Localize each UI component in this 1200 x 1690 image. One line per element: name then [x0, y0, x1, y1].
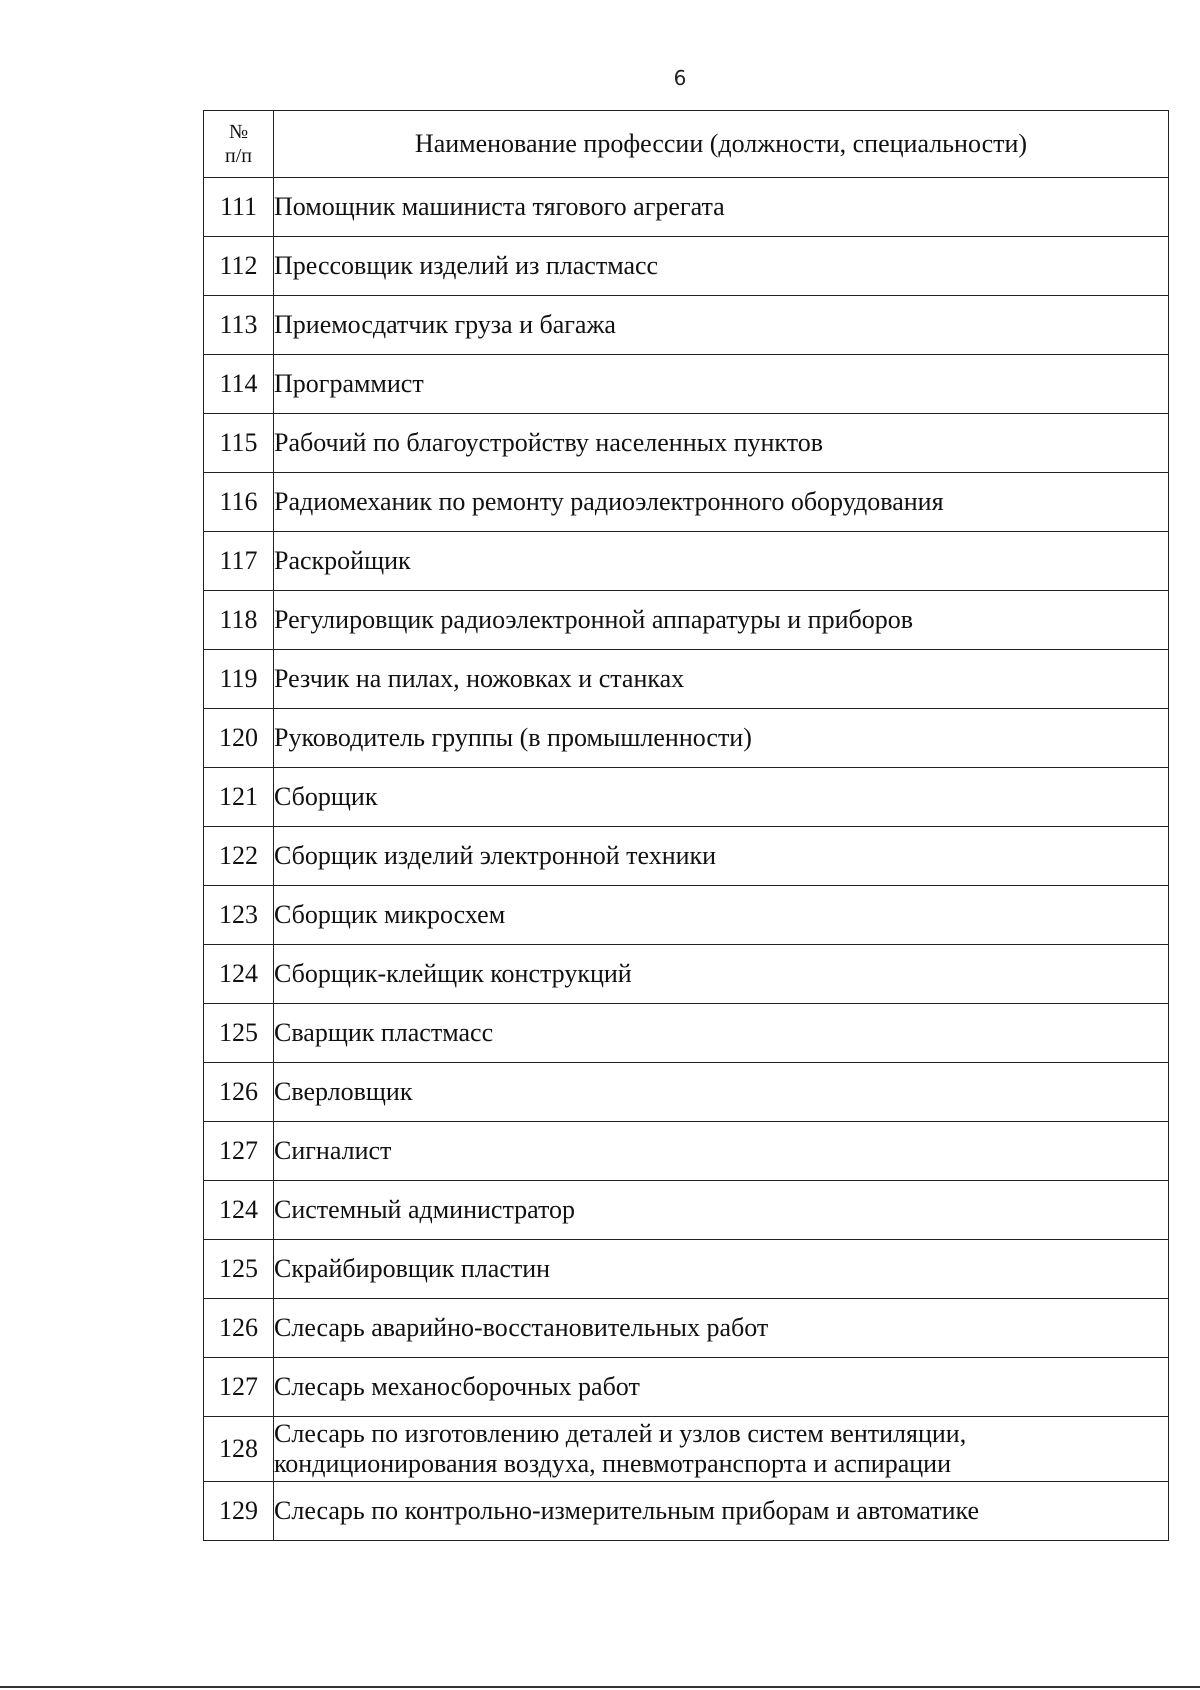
- table-row: [204, 709, 1169, 768]
- profession-name-line: Скрайбировщик пластин: [274, 1254, 551, 1283]
- row-profession-name: [274, 237, 1169, 296]
- row-profession-name: [274, 1417, 1169, 1482]
- row-profession-name: [274, 178, 1169, 237]
- table-row: [204, 1181, 1169, 1240]
- row-profession-name: [274, 591, 1169, 650]
- row-number: 115: [204, 414, 274, 473]
- row-profession-name: [274, 650, 1169, 709]
- row-number: 129: [204, 1482, 274, 1541]
- profession-name-line: Прессовщик изделий из пластмасс: [274, 251, 659, 280]
- professions-table: [203, 110, 1169, 1541]
- row-profession-name: [274, 1482, 1169, 1541]
- table-row: [204, 532, 1169, 591]
- row-profession-name: [274, 1299, 1169, 1358]
- row-number: 114: [204, 355, 274, 414]
- row-number: 127: [204, 1122, 274, 1181]
- profession-name-line: Сварщик пластмасс: [274, 1018, 494, 1047]
- table-row: [204, 1417, 1169, 1482]
- table-row: [204, 1063, 1169, 1122]
- row-profession-name: [274, 1122, 1169, 1181]
- row-number: 116: [204, 473, 274, 532]
- row-number: 111: [204, 178, 274, 237]
- profession-name-line: Раскройщик: [274, 546, 411, 575]
- table-row: [204, 178, 1169, 237]
- row-profession-name: [274, 886, 1169, 945]
- profession-name-line: Руководитель группы (в промышленности): [274, 723, 752, 752]
- table-row: [204, 1358, 1169, 1417]
- profession-name-line: Приемосдатчик груза и багажа: [274, 310, 616, 339]
- table-row: [204, 650, 1169, 709]
- row-profession-name: [274, 1181, 1169, 1240]
- table-row: [204, 768, 1169, 827]
- table-row: [204, 591, 1169, 650]
- profession-name-line: Помощник машиниста тягового агрегата: [274, 192, 725, 221]
- row-profession-name: [274, 768, 1169, 827]
- table-body: [204, 178, 1169, 1541]
- table-row: [204, 1482, 1169, 1541]
- row-number: 119: [204, 650, 274, 709]
- profession-name-line: Сигналист: [274, 1136, 392, 1165]
- row-number: 126: [204, 1299, 274, 1358]
- row-profession-name: [274, 1004, 1169, 1063]
- profession-name-line: Резчик на пилах, ножовках и станках: [274, 664, 685, 693]
- table-header-row: [204, 111, 1169, 178]
- row-number: 124: [204, 1181, 274, 1240]
- row-number: 125: [204, 1004, 274, 1063]
- profession-name-line: Сверловщик: [274, 1077, 413, 1106]
- profession-name-line: Слесарь аварийно-восстановительных работ: [274, 1313, 769, 1342]
- row-number: 120: [204, 709, 274, 768]
- row-number: 128: [204, 1417, 274, 1482]
- row-profession-name: [274, 532, 1169, 591]
- profession-name-line: Регулировщик радиоэлектронной аппаратуры и приборов: [274, 605, 913, 634]
- row-number: 121: [204, 768, 274, 827]
- table-row: [204, 827, 1169, 886]
- row-profession-name: [274, 709, 1169, 768]
- header-number-symbol: №: [228, 121, 249, 143]
- profession-name-line: Системный администратор: [274, 1195, 576, 1224]
- table-row: [204, 414, 1169, 473]
- profession-name-line: Сборщик микросхем: [274, 900, 506, 929]
- row-profession-name: [274, 296, 1169, 355]
- profession-name-line: Программист: [274, 369, 424, 398]
- row-number: 127: [204, 1358, 274, 1417]
- bottom-edge-line: [0, 1686, 1200, 1688]
- page-number: 6: [673, 66, 687, 90]
- profession-name-line: Сборщик изделий электронной техники: [274, 841, 717, 870]
- table-row: [204, 355, 1169, 414]
- profession-name-line: Слесарь по изготовлению деталей и узлов систем вентиляции,: [274, 1419, 967, 1448]
- row-profession-name: [274, 1063, 1169, 1122]
- header-name-cell: Наименование профессии (должности, специальности): [274, 111, 1169, 178]
- profession-name-line: Сборщик: [274, 782, 378, 811]
- row-profession-name: [274, 827, 1169, 886]
- row-profession-name: [274, 945, 1169, 1004]
- row-profession-name: [274, 414, 1169, 473]
- row-number: 118: [204, 591, 274, 650]
- profession-name-line: Радиомеханик по ремонту радиоэлектронного оборудования: [274, 487, 944, 516]
- profession-name-line: Рабочий по благоустройству населенных пунктов: [274, 428, 823, 457]
- row-number: 124: [204, 945, 274, 1004]
- table-row: [204, 237, 1169, 296]
- profession-name-line: Сборщик-клейщик конструкций: [274, 959, 632, 988]
- row-number: 112: [204, 237, 274, 296]
- row-number: 113: [204, 296, 274, 355]
- table-row: [204, 1299, 1169, 1358]
- table-row: [204, 1122, 1169, 1181]
- table-row: [204, 473, 1169, 532]
- table-row: [204, 296, 1169, 355]
- table-row: [204, 945, 1169, 1004]
- row-profession-name: [274, 473, 1169, 532]
- header-number-cell: [204, 111, 274, 178]
- row-number: 126: [204, 1063, 274, 1122]
- table-row: [204, 1240, 1169, 1299]
- profession-name-line: кондиционирования воздуха, пневмотранспорта и аспирации: [274, 1449, 951, 1478]
- row-number: 122: [204, 827, 274, 886]
- profession-name-line: Слесарь механосборочных работ: [274, 1372, 640, 1401]
- profession-name-line: Слесарь по контрольно-измерительным приборам и автоматике: [274, 1496, 980, 1525]
- row-number: 117: [204, 532, 274, 591]
- row-number: 123: [204, 886, 274, 945]
- table-row: [204, 886, 1169, 945]
- row-profession-name: [274, 355, 1169, 414]
- header-number-abbrev: п/п: [225, 145, 252, 167]
- table-row: [204, 1004, 1169, 1063]
- row-profession-name: [274, 1358, 1169, 1417]
- row-profession-name: [274, 1240, 1169, 1299]
- row-number: 125: [204, 1240, 274, 1299]
